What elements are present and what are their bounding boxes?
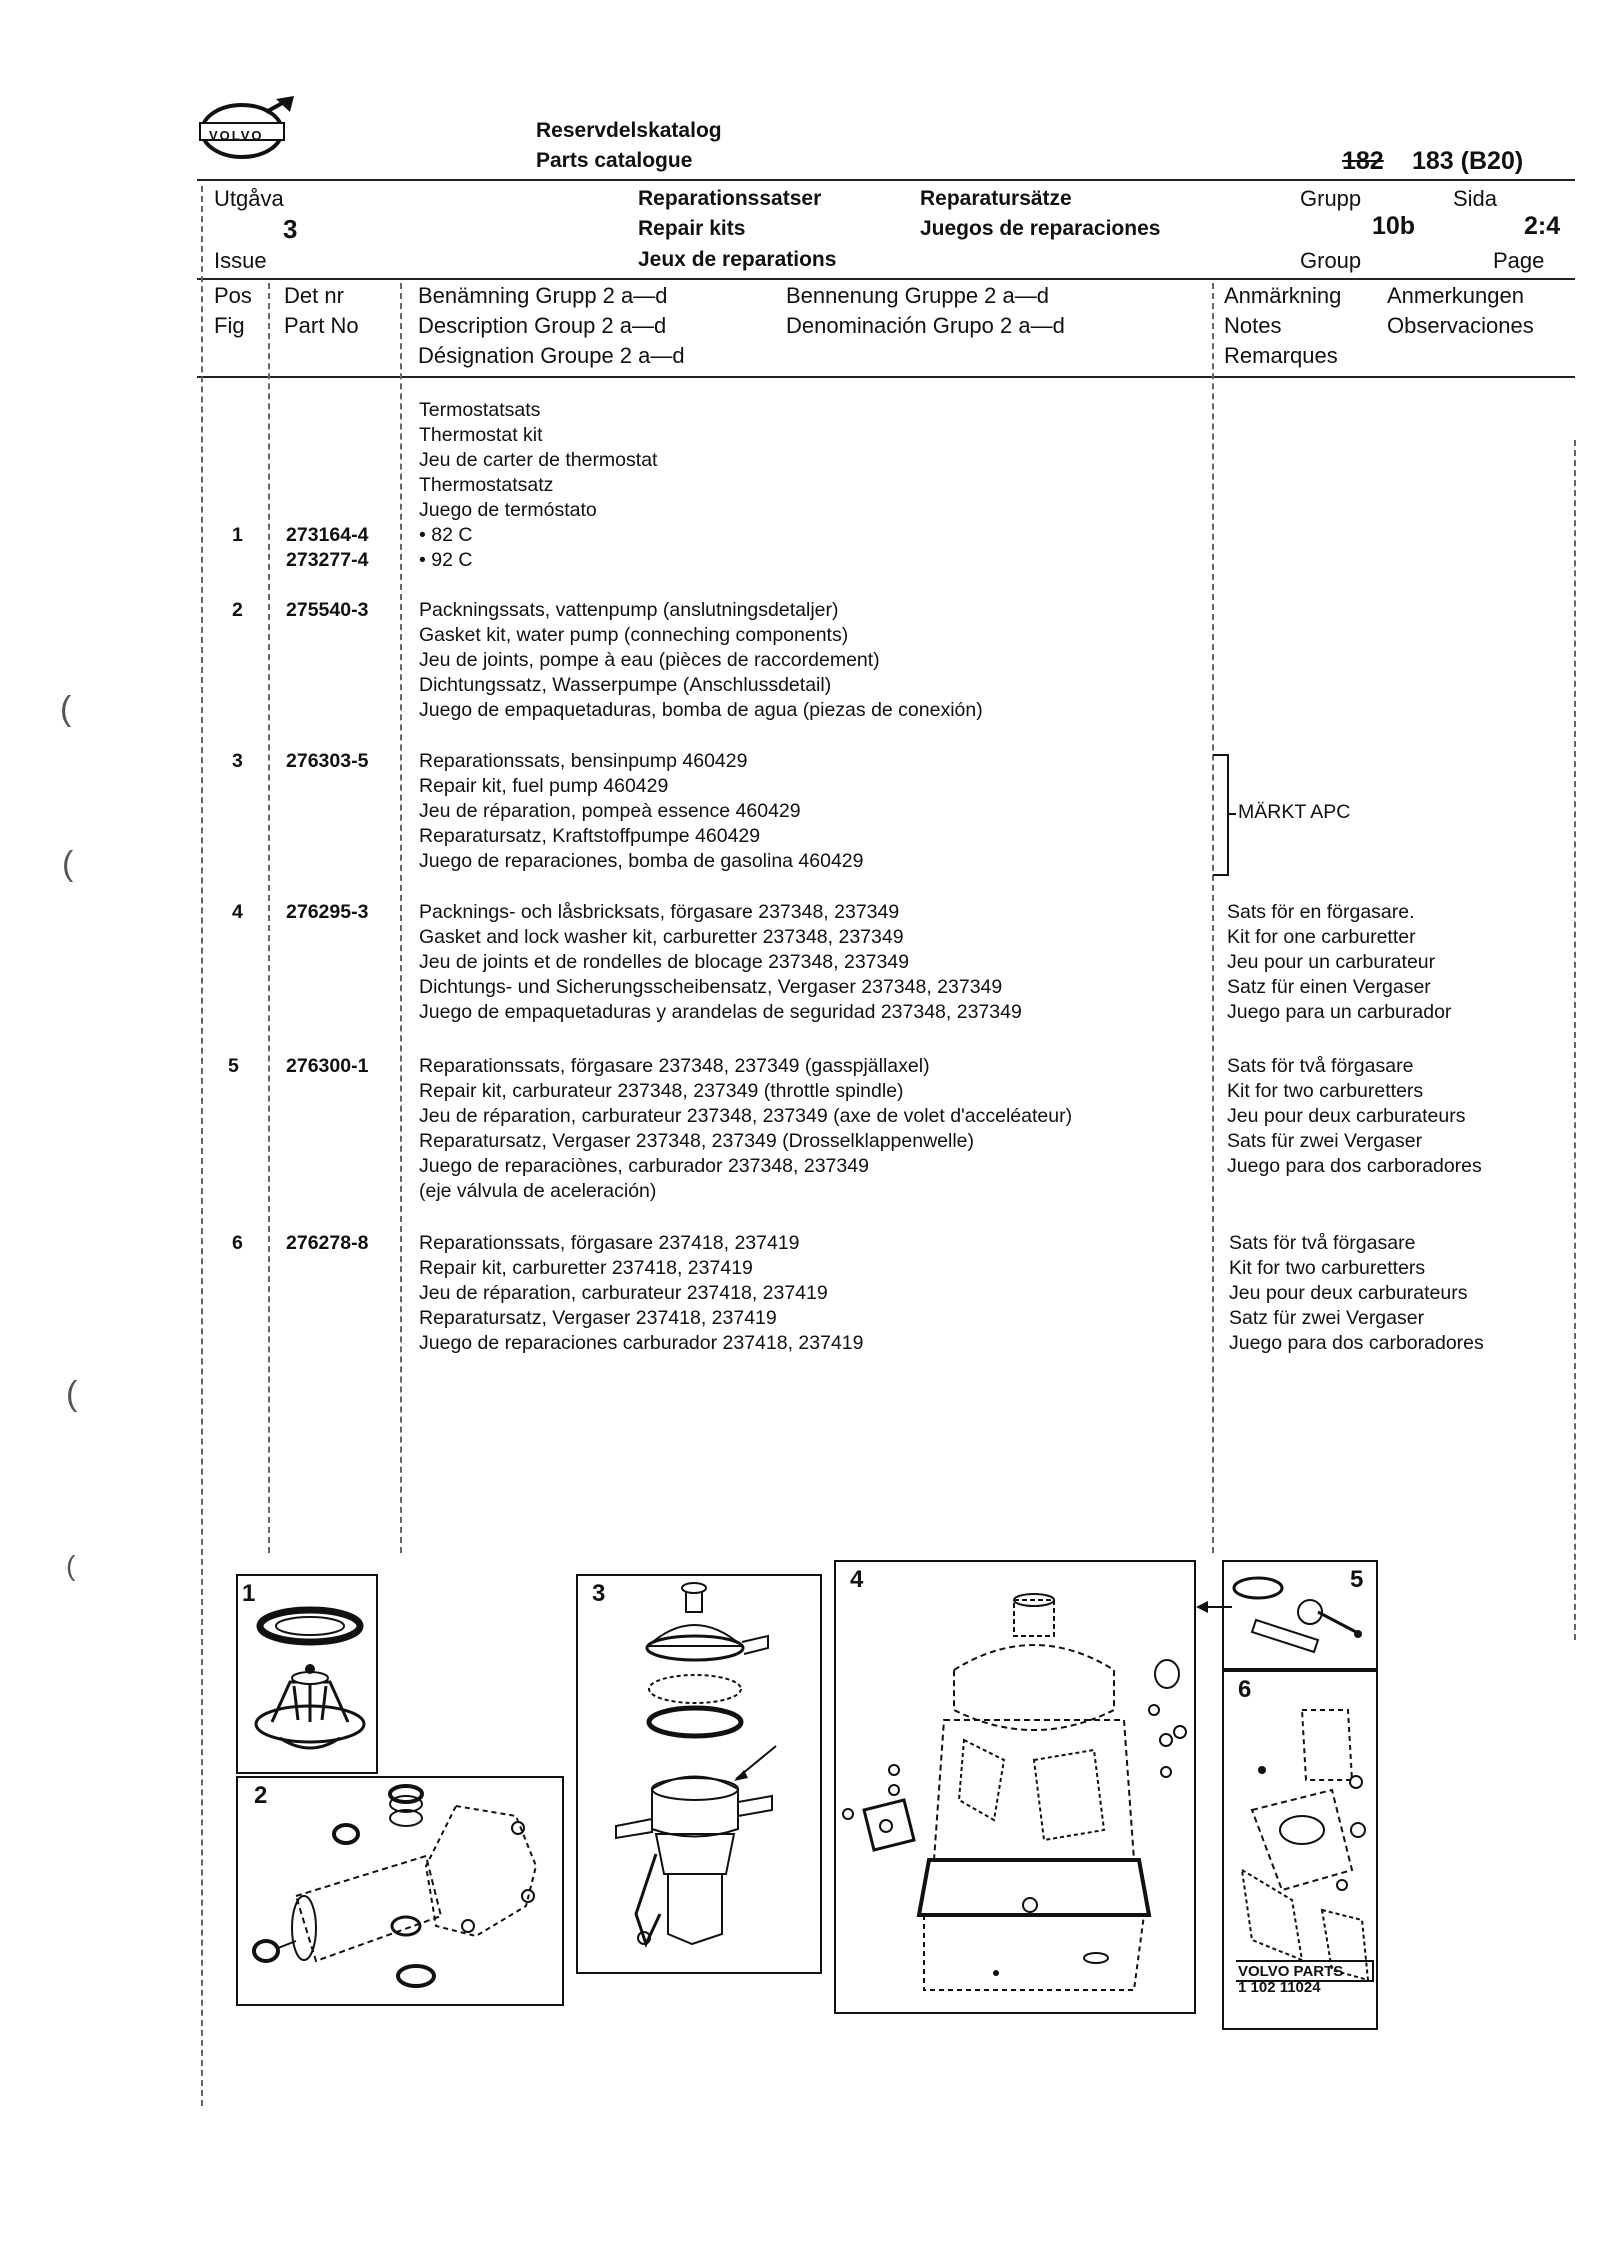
entry-4-parts: 276295-3	[286, 901, 369, 923]
col-notes-de: Anmerkungen	[1387, 283, 1524, 308]
section-title-sv: Reparationssatser	[638, 187, 822, 210]
entry-2-pos: 2	[232, 599, 243, 621]
entry-thermostat-desc: Termostatsats Thermostat kit Jeu de carter de thermostat Thermostatsatz Juego de termóstato	[419, 399, 658, 521]
margin-mark: (	[62, 845, 74, 883]
col-desc-de: Bennenung Gruppe 2 a—d	[786, 283, 1049, 308]
entry-6-pos: 6	[232, 1232, 243, 1254]
col-desc-es: Denominación Grupo 2 a—d	[786, 313, 1065, 338]
catalog-number-struck: 182	[1342, 147, 1384, 175]
entry-1-pos: 1	[232, 524, 243, 546]
issue-label: Issue	[214, 248, 267, 273]
entry-3-desc: Reparationssats, bensinpump 460429 Repair kit, fuel pump 460429 Jeu de réparation, pompeà essence 460429 Reparatursatz, Kraftstoffpumpe 460429 Juego de reparaciones, bomba de gasolina 460429	[419, 750, 864, 872]
catalog-title-sv: Reservdelskatalog	[536, 119, 722, 142]
entry-4-desc: Packnings- och låsbricksats, förgasare 237348, 237349 Gasket and lock washer kit, carburetter 237348, 237349 Jeu de joints et de rondelles de blocage 237348, 237349 Dichtungs- und Sicherungsscheibensatz, Vergaser 237348, 237349 Juego de empaquetaduras y arandelas de seguridad 237348, 237349	[419, 901, 1022, 1023]
entry-5-parts: 276300-1	[286, 1055, 369, 1077]
figure-label-5: 5	[1350, 1566, 1364, 1593]
figure-label-1: 1	[242, 1580, 256, 1607]
entry-1-parts: 273164-4 273277-4	[286, 524, 369, 571]
catalog-number: 183 (B20)	[1412, 147, 1524, 175]
entry-2-parts: 275540-3	[286, 599, 369, 621]
stamp-line-1: VOLVO PARTS	[1238, 1963, 1344, 1980]
page-number: 2:4	[1524, 212, 1561, 240]
col-desc-en: Description Group 2 a—d	[418, 313, 667, 338]
figure-label-2: 2	[254, 1782, 268, 1809]
entry-6-desc: Reparationssats, förgasare 237418, 237419 Repair kit, carburetter 237418, 237419 Jeu de réparation, carburateur 237418, 237419 Reparatursatz, Vergaser 237418, 237419 Juego de reparaciones carburador 237418, 237419	[419, 1232, 864, 1354]
figure-1-thermostat	[236, 1574, 378, 1774]
col-partno: Part No	[284, 313, 359, 338]
catalog-title-en: Parts catalogue	[536, 149, 693, 172]
figure-2-water-pump	[236, 1776, 564, 2006]
margin-mark: (	[66, 1550, 76, 1581]
logo-text: VOLVO	[209, 128, 264, 143]
entry-3-pos: 3	[232, 750, 243, 772]
figure-4-carburettor	[834, 1560, 1196, 2014]
entry-6-notes: Sats för två förgasare Kit for two carburetters Jeu pour deux carburateurs Satz für zwei Vergaser Juego para dos carboradores	[1229, 1232, 1484, 1354]
col-notes-fr: Remarques	[1224, 343, 1338, 368]
group-label: Group	[1300, 248, 1362, 273]
entry-5-desc: Reparationssats, förgasare 237348, 237349 (gasspjällaxel) Repair kit, carburateur 237348, 237349 (throttle spindle) Jeu de réparation, carburateur 237348, 237349 (axe de volet d'acceléateur) Reparatursatz, Vergaser 237348, 237349 (Drosselklappenwelle) Juego de reparaciònes, carburador 237348, 237349 (eje válvula de aceleración)	[419, 1055, 1073, 1202]
group-number: 10b	[1372, 212, 1416, 240]
margin-mark: (	[60, 690, 72, 728]
stamp-line-2: 1 102 11024	[1238, 1979, 1321, 1996]
figure-3-fuel-pump	[576, 1574, 822, 1974]
figure-label-4: 4	[850, 1566, 864, 1593]
col-fig: Fig	[214, 313, 245, 338]
col-notes-es: Observaciones	[1387, 313, 1534, 338]
entry-3-note: MÄRKT APC	[1238, 801, 1351, 823]
section-title-fr: Jeux de reparations	[638, 248, 837, 271]
issue-number: 3	[283, 214, 298, 244]
section-title-es: Juegos de reparaciones	[920, 217, 1161, 240]
col-desc-fr: Désignation Groupe 2 a—d	[418, 343, 685, 368]
entry-2-desc: Packningssats, vattenpump (anslutningsdetaljer) Gasket kit, water pump (conneching components) Jeu de joints, pompe à eau (pièces de raccordement) Dichtungssatz, Wasserpumpe (Anschlussdetail) Juego de empaquetaduras, bomba de agua (piezas de conexión)	[419, 599, 983, 721]
entry-5-notes: Sats för två förgasare Kit for two carburetters Jeu pour deux carburateurs Sats für zwei Vergaser Juego para dos carboradores	[1227, 1055, 1482, 1177]
page-label: Page	[1493, 248, 1545, 273]
bracket-icon	[1210, 752, 1236, 878]
entry-4-notes: Sats för en förgasare. Kit for one carburetter Jeu pour un carburateur Satz für einen Vergaser Juego para un carburador	[1227, 901, 1452, 1023]
entry-5-pos: 5	[228, 1055, 239, 1077]
col-notes-en: Notes	[1224, 313, 1282, 338]
sida-label: Sida	[1453, 186, 1498, 211]
section-title-de: Reparatursätze	[920, 187, 1072, 210]
entry-3-parts: 276303-5	[286, 750, 369, 772]
margin-mark: (	[66, 1375, 78, 1413]
figure-label-3: 3	[592, 1580, 606, 1607]
entry-6-parts: 276278-8	[286, 1232, 369, 1254]
col-detnr: Det nr	[284, 283, 344, 308]
col-pos: Pos	[214, 283, 252, 308]
entry-1-desc: • 82 C • 92 C	[419, 524, 473, 571]
utgava-label: Utgåva	[214, 186, 284, 211]
entry-4-pos: 4	[232, 901, 243, 923]
figure-label-6: 6	[1238, 1676, 1252, 1703]
grupp-label: Grupp	[1300, 186, 1362, 211]
col-notes-sv: Anmärkning	[1224, 283, 1342, 308]
col-desc-sv: Benämning Grupp 2 a—d	[418, 283, 668, 308]
section-title-en: Repair kits	[638, 217, 746, 240]
